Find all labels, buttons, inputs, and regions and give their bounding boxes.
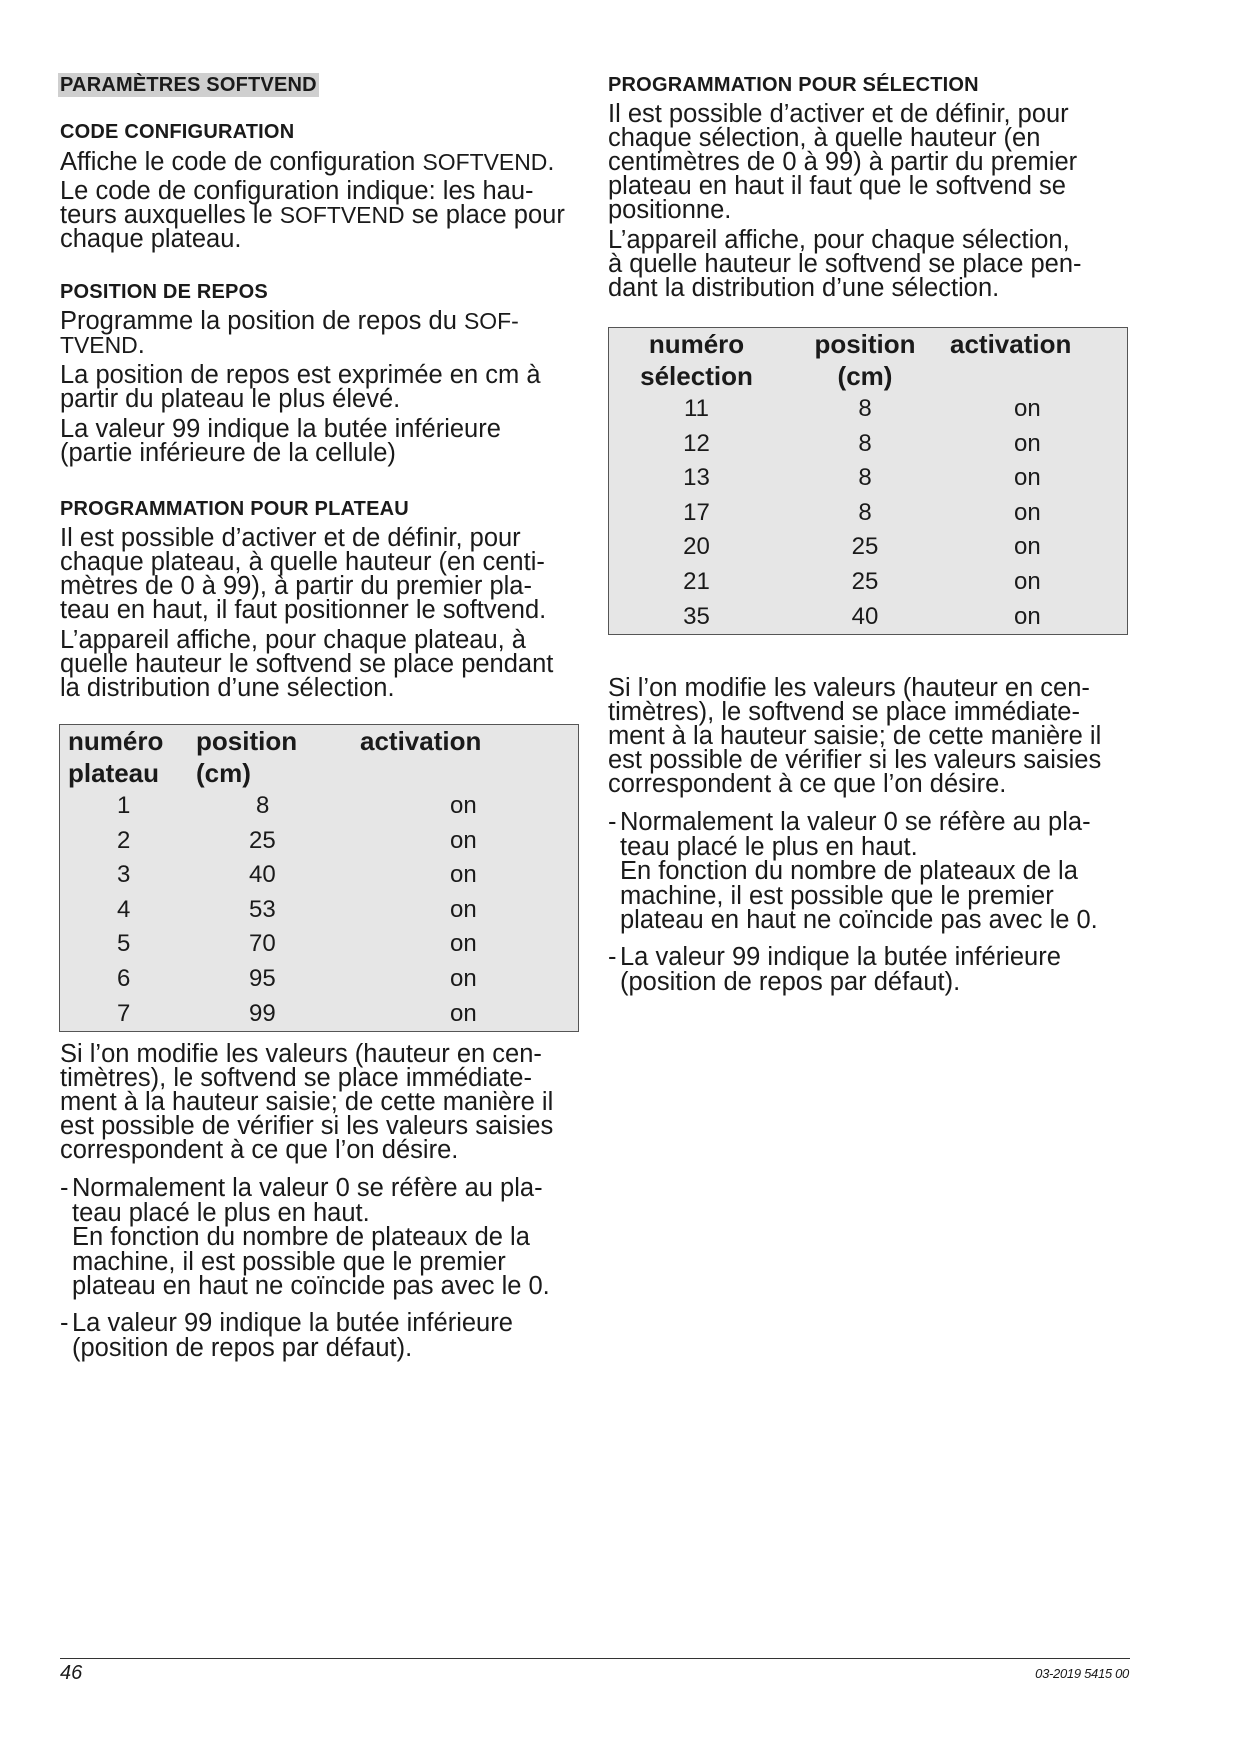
table-row: 5 70 on [117,930,477,958]
header-position: position (cm) [196,726,298,788]
document-reference: 03-2019 5415 00 [1035,1666,1129,1681]
table-row: 11 8 on [684,395,1041,422]
table-row: 13 8 on [683,464,1041,492]
table-row: 35 40 on [683,602,1041,630]
table-row: 7 99 on [117,999,477,1027]
selection-after-text: Si l’on modifie les valeurs (hauteur en cen- timètres), le softvend se place immédiate- ment à la hauteur saisie; de cette manière il est possible de vérifier si les valeurs saisies correspondent à ce que l’on désire. [608,674,1102,798]
programmation-selection-heading: PROGRAMMATION POUR SÉLECTION [608,74,979,96]
page-title: PARAMÈTRES SOFTVEND [60,74,317,96]
table-header-row [609,328,1128,393]
table-row: 1 8 on [117,792,477,819]
table-row: 6 95 on [117,964,477,992]
code-configuration-heading: CODE CONFIGURATION [60,121,295,143]
header-numero-selection: numéro sélection [640,329,753,391]
table-row: 17 8 on [683,498,1041,526]
page-number: 46 [60,1662,83,1684]
position-repos-text: Programme la position de repos du SOF- TVEND. La position de repos est exprimée en cm à partir du plateau le plus élevé. La valeur 99 indique la butée inférieure (partie inférieure de la cellule) [60,307,541,467]
table-row: 3 40 on [117,861,477,889]
selection-table [608,327,1128,635]
position-repos-heading: POSITION DE REPOS [60,281,268,303]
table-header-row [60,725,579,790]
footer-divider [60,1658,1130,1659]
header-position: position (cm) [814,329,916,391]
table-row: 2 25 on [117,826,477,854]
plateau-bullet-1: - Normalement la valeur 0 se réfère au pla- teau placé le plus en haut. En fonction du nombre de plateaux de la machine, il est possible que le premier plateau en haut ne coïncide pas avec le 0. [60,1174,550,1300]
header-activation: activation [360,726,482,756]
header-numero-plateau: numéro plateau [68,726,164,788]
table-row: 4 53 on [117,895,477,923]
programmation-plateau-text: Il est possible d’activer et de définir, pour chaque plateau, à quelle hauteur (en centi- mètres de 0 à 99), à partir du premier pla- teau en haut, il faut positionner le softvend. L’appareil affiche, pour chaque plateau, à quelle hauteur le softvend se place pendant la distribution d’une sélection. [60,524,554,702]
programmation-plateau-heading: PROGRAMMATION POUR PLATEAU [60,498,409,520]
header-activation: activation [950,329,1072,359]
selection-bullet-1: - Normalement la valeur 0 se réfère au pla- teau placé le plus en haut. En fonction du nombre de plateaux de la machine, il est possible que le premier plateau en haut ne coïncide pas avec le 0. [608,808,1098,934]
plateau-after-text: Si l’on modifie les valeurs (hauteur en cen- timètres), le softvend se place immédiate- ment à la hauteur saisie; de cette manière il est possible de vérifier si les valeurs saisies correspondent à ce que l’on désire. [60,1040,554,1164]
table-row: 20 25 on [683,533,1041,561]
code-configuration-text: Affiche le code de configuration SOFTVEND. Le code de configuration indique: les hau- teurs auxquelles le SOFTVEND se place pour chaque plateau. [60,148,565,253]
plateau-table [59,724,579,1032]
table-row: 21 25 on [683,567,1041,595]
plateau-bullet-2: - La valeur 99 indique la butée inférieure (position de repos par défaut). [60,1309,513,1362]
selection-bullet-2: - La valeur 99 indique la butée inférieure (position de repos par défaut). [608,943,1061,996]
programmation-selection-text: Il est possible d’activer et de définir, pour chaque sélection, à quelle hauteur (en centimètres de 0 à 99) à partir du premier plateau en haut il faut que le softvend se positionne. L’appareil affiche, pour chaque sélection, à quelle hauteur le softvend se place pen- dant la distribution d’une sélection. [608,100,1082,302]
table-row: 12 8 on [683,429,1041,457]
